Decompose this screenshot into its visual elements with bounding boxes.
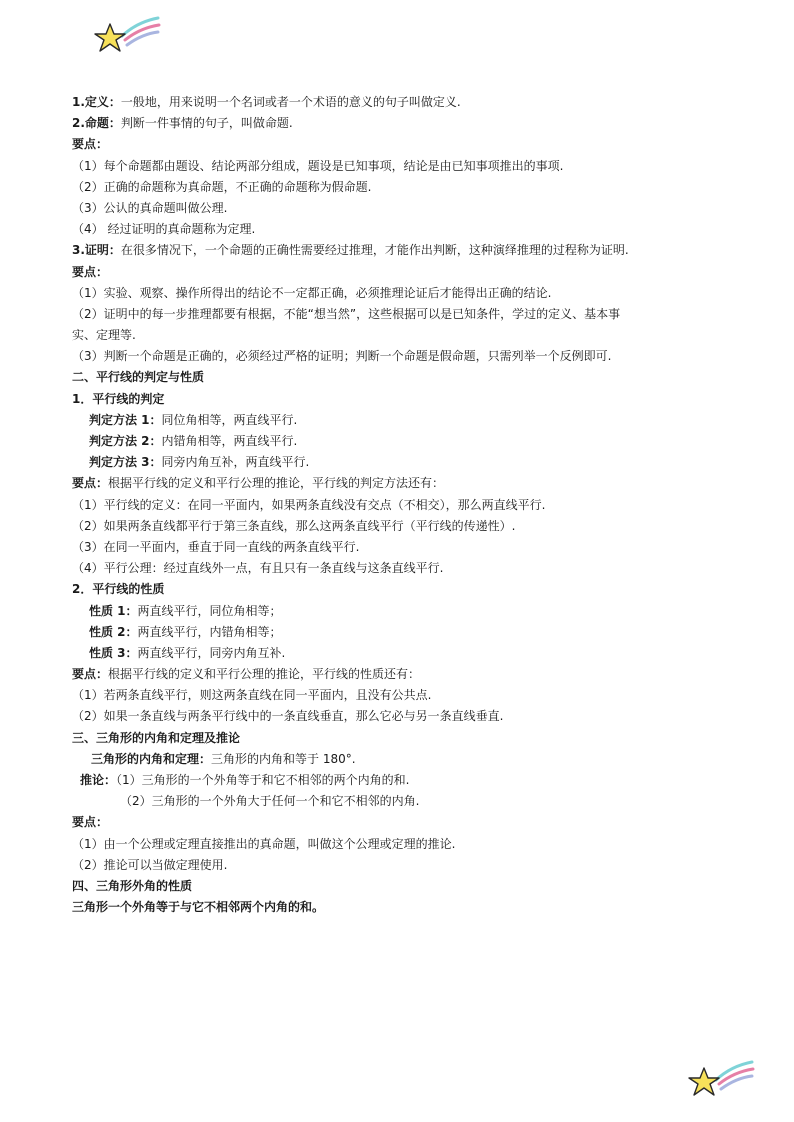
- definition-heading: 1.定义：: [72, 95, 121, 109]
- key-points-line: [72, 668, 732, 681]
- list-item: （2）正确的命题称为真命题，不正确的命题称为假命题.: [72, 179, 372, 194]
- document-body: [72, 96, 732, 922]
- section-heading: 四、三角形外角的性质: [72, 878, 193, 893]
- proposition-text: 判断一件事情的句子，叫做命题.: [120, 116, 293, 131]
- proof-text: 在很多情况下，一个命题的正确性需要经过推理，才能作出判断，这种演绎推理的过程称为证明.: [120, 243, 629, 258]
- list-item: （3）在同一平面内，垂直于同一直线的两条直线平行.: [72, 539, 360, 554]
- property-label: 性质 2：: [89, 624, 138, 639]
- theorem-label: 三角形的内角和定理：: [91, 751, 212, 766]
- definition-text: 一般地，用来说明一个名词或者一个术语的意义的句子叫做定义.: [120, 95, 461, 109]
- subsection-heading: 1．平行线的判定: [72, 391, 165, 406]
- criterion-text: 同位角相等，两直线平行.: [161, 412, 298, 427]
- proposition-line: [72, 117, 732, 130]
- property-text: 两直线平行，同位角相等；: [137, 603, 282, 618]
- key-points-heading: 要点：: [72, 667, 109, 682]
- criterion-label: 判定方法 1：: [89, 412, 162, 427]
- list-item: （4）平行公理：经过直线外一点，有且只有一条直线与这条直线平行.: [72, 561, 444, 576]
- list-item: （3）判断一个命题是正确的，必须经过严格的证明；判断一个命题是假命题，只需列举一个反例即可.: [72, 349, 612, 364]
- list-item: （4） 经过证明的真命题称为定理.: [72, 222, 256, 237]
- property-label: 性质 3：: [89, 645, 138, 660]
- theorem-text: 三角形的内角和等于 180°.: [211, 751, 356, 766]
- property-line: [72, 626, 732, 639]
- key-points-heading: 要点：: [72, 815, 109, 830]
- definition-line: [72, 96, 732, 109]
- criterion-label: 判定方法 2：: [89, 434, 162, 448]
- list-item: （1）平行线的定义：在同一平面内，如果两条直线没有交点（不相交），那么两直线平行.: [72, 497, 546, 512]
- shooting-star-icon: [686, 1060, 756, 1102]
- key-points-text: 根据平行线的定义和平行公理的推论，平行线的性质还有：: [108, 667, 421, 682]
- key-points-heading: 要点：: [72, 137, 109, 152]
- criterion-label: 判定方法 3：: [89, 455, 162, 470]
- list-item: （3）公认的真命题叫做公理.: [72, 200, 228, 215]
- criterion-line: [72, 435, 732, 448]
- key-points-heading: 要点：: [72, 476, 109, 491]
- list-item: （1）由一个公理或定理直接推出的真命题，叫做这个公理或定理的推论.: [72, 836, 456, 851]
- property-line: [72, 605, 732, 618]
- corollary-label: 推论：: [80, 773, 117, 787]
- criterion-text: 内错角相等，两直线平行.: [161, 434, 298, 448]
- theorem-line: [72, 753, 732, 766]
- property-text: 两直线平行，内错角相等；: [137, 624, 282, 639]
- property-text: 两直线平行，同旁内角互补.: [137, 645, 286, 660]
- key-points-heading: 要点：: [72, 264, 109, 279]
- list-item: （2）证明中的每一步推理都要有根据，不能“想当然”，这些根据可以是已知条件，学过的定义、基本事: [72, 306, 621, 321]
- list-item: （1）实验、观察、操作所得出的结论不一定都正确，必须推理论证后才能得出正确的结论.: [72, 285, 552, 300]
- shooting-star-icon: [92, 16, 162, 58]
- key-points-text: 根据平行线的定义和平行公理的推论，平行线的判定方法还有：: [108, 476, 445, 491]
- criterion-text: 同旁内角互补，两直线平行.: [161, 455, 310, 470]
- proposition-heading: 2.命题：: [72, 116, 121, 131]
- key-points-line: [72, 477, 732, 490]
- criterion-line: [72, 456, 732, 469]
- property-label: 性质 1：: [89, 603, 138, 618]
- section-heading: 三、三角形的内角和定理及推论: [72, 730, 241, 745]
- list-item: 实、定理等.: [72, 328, 136, 343]
- corollary-text: （1）三角形的一个外角等于和它不相邻的两个内角的和.: [116, 773, 410, 787]
- section-heading: 二、平行线的判定与性质: [72, 370, 205, 385]
- list-item: （1）每个命题都由题设、结论两部分组成，题设是已知事项，结论是由已知事项推出的事项.: [72, 158, 564, 173]
- corollary-line: [72, 774, 732, 787]
- property-line: [72, 647, 732, 660]
- list-item: （2）如果两条直线都平行于第三条直线，那么这两条直线平行（平行线的传递性）.: [72, 518, 516, 533]
- list-item: （2）如果一条直线与两条平行线中的一条直线垂直，那么它必与另一条直线垂直.: [72, 709, 504, 724]
- proof-heading: 3.证明：: [72, 243, 121, 258]
- conclusion-text: 三角形一个外角等于与它不相邻两个内角的和。: [72, 900, 325, 915]
- criterion-line: [72, 414, 732, 427]
- list-item: （1）若两条直线平行，则这两条直线在同一平面内，且没有公共点.: [72, 688, 432, 703]
- subsection-heading: 2．平行线的性质: [72, 582, 165, 597]
- proof-line: [72, 244, 732, 257]
- list-item: （2）推论可以当做定理使用.: [72, 857, 228, 872]
- list-item: （2）三角形的一个外角大于任何一个和它不相邻的内角.: [120, 794, 420, 809]
